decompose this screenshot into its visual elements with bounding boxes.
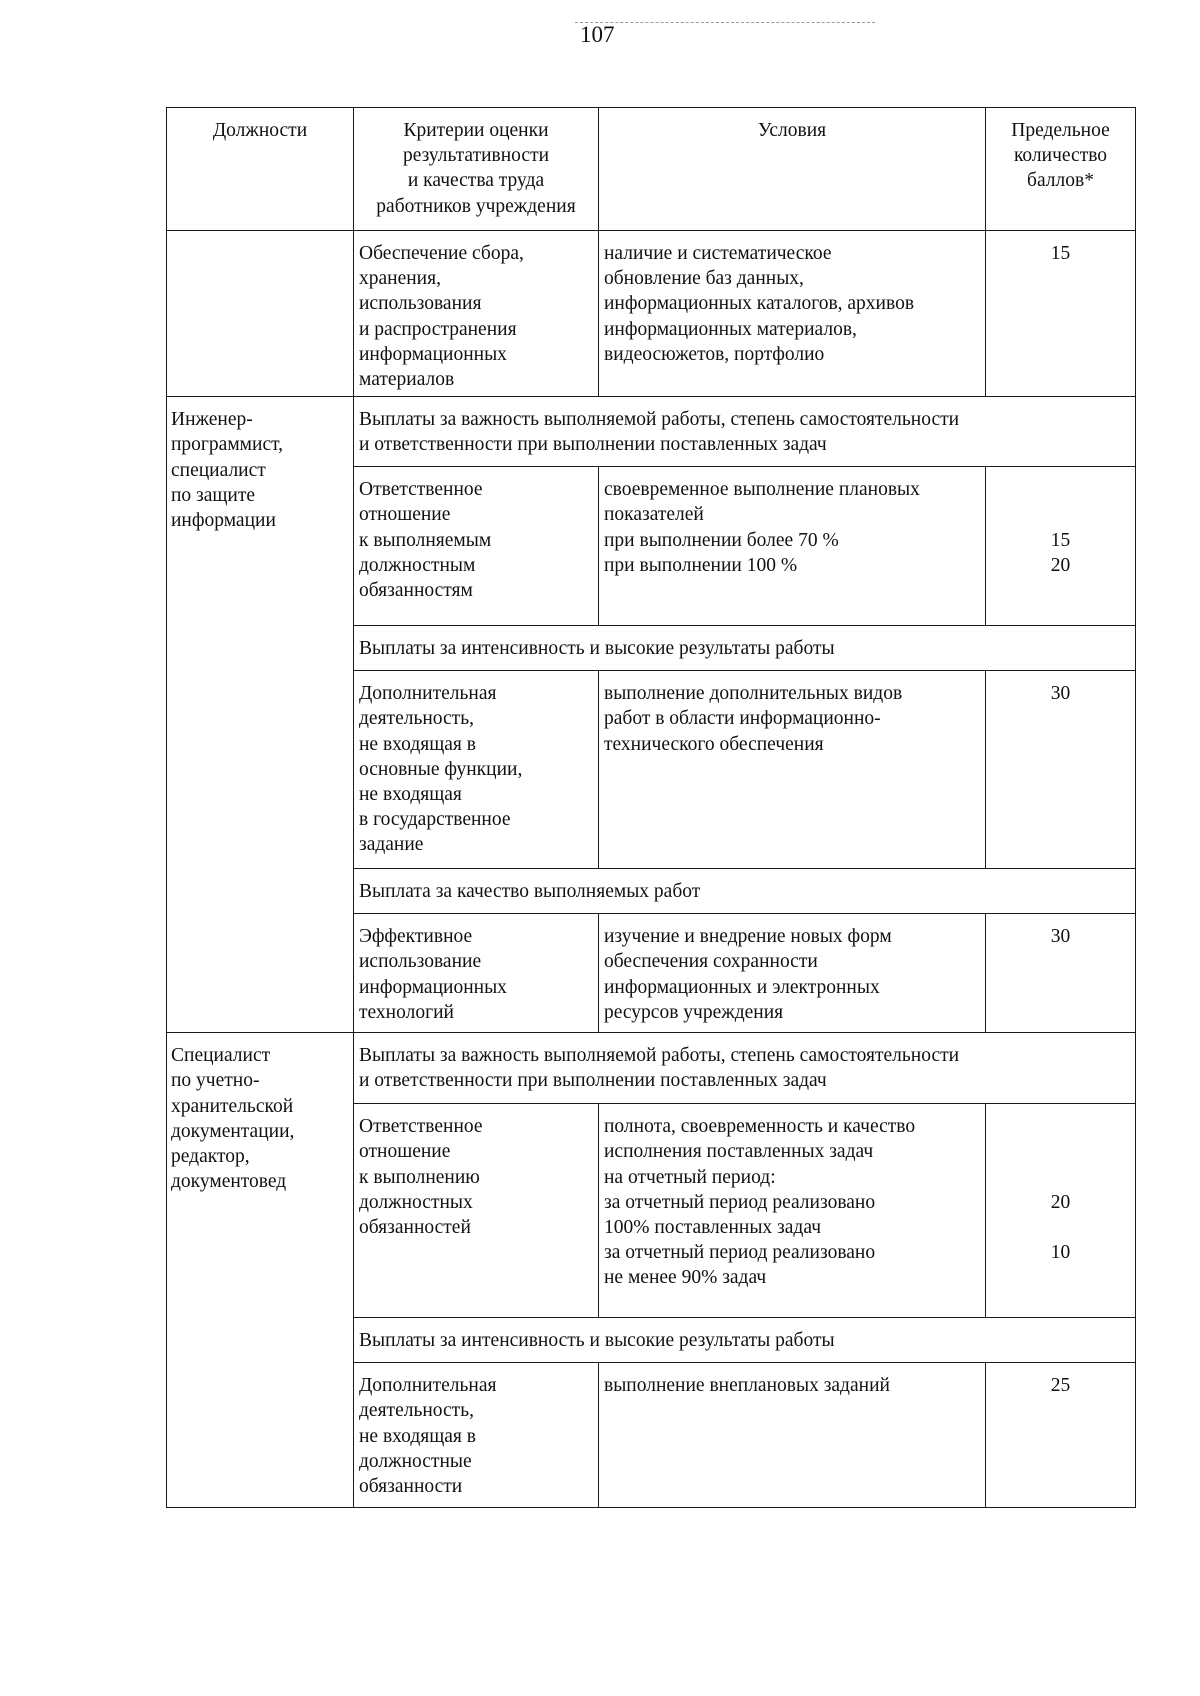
criteria-line: отношение [359, 504, 451, 526]
conditions-line: наличие и систематическое [604, 243, 832, 264]
criteria-cell [354, 467, 599, 626]
position-line: Инженер- [171, 409, 253, 431]
conditions-line: полнота, своевременность и качество [604, 1116, 916, 1138]
position-line: по защите [171, 484, 256, 506]
page-number: 107 [580, 22, 615, 47]
criteria-line: к выполняемым [359, 529, 492, 551]
criteria-line: Дополнительная [359, 1375, 497, 1397]
section-line: Выплаты за важность выполняемой работы, степень самостоятельности [359, 1045, 960, 1067]
criteria-table [166, 107, 1136, 1508]
criteria-line: Эффективное [359, 926, 473, 948]
header-points-line: баллов* [1027, 170, 1094, 192]
header-criteria-line: Критерии оценки [403, 120, 549, 141]
section-intensity-specialist: Выплаты за интенсивность и высокие результаты работы [354, 1318, 1136, 1363]
header-rule [575, 22, 875, 23]
criteria-line: основные функции, [359, 758, 523, 780]
conditions-line: видеосюжетов, портфолио [604, 343, 825, 365]
conditions-line: исполнения поставленных задач [604, 1141, 874, 1163]
section-line: и ответственности при выполнении поставленных задач [359, 1070, 827, 1092]
criteria-line: не входящая в [359, 1425, 476, 1447]
points-value: 15 [1050, 529, 1071, 551]
conditions-cell [599, 1104, 986, 1318]
table-header-row [167, 108, 1136, 231]
conditions-line: 100% поставленных задач [604, 1217, 822, 1239]
points-spacer [991, 1114, 1130, 1139]
conditions-line: за отчетный период реализовано [604, 1191, 876, 1213]
criteria-line: должностным [359, 554, 476, 576]
criteria-table-wrapper [166, 107, 1135, 1508]
criteria-cell [354, 231, 599, 397]
conditions-line: выполнение внеплановых заданий [604, 1375, 890, 1397]
conditions-line: технического обеспечения [604, 733, 824, 755]
points-spacer [991, 502, 1130, 527]
conditions-line: информационных материалов, [604, 318, 857, 340]
criteria-line: использования [359, 293, 482, 315]
points-spacer [991, 1215, 1130, 1240]
criteria-line: деятельность, [359, 708, 474, 730]
criteria-line: материалов [359, 369, 455, 391]
conditions-line: ресурсов учреждения [604, 1001, 784, 1023]
conditions-cell [599, 671, 986, 869]
points-spacer [991, 477, 1130, 502]
points-cell [986, 1104, 1136, 1318]
points-cell: 25 [986, 1363, 1136, 1508]
criteria-line: Дополнительная [359, 683, 497, 705]
points-value: 20 [1050, 1191, 1071, 1213]
conditions-cell [599, 231, 986, 397]
table-row [167, 231, 1136, 397]
conditions-line: за отчетный период реализовано [604, 1242, 876, 1264]
conditions-line: выполнение дополнительных видов [604, 683, 903, 705]
points-cell [986, 467, 1136, 626]
header-positions: Должности [167, 108, 354, 231]
criteria-line: и распространения [359, 318, 517, 340]
position-line: по учетно- [171, 1070, 260, 1092]
conditions-line: информационных и электронных [604, 976, 880, 998]
position-line: информации [171, 510, 276, 532]
conditions-line: не менее 90% задач [604, 1267, 767, 1289]
criteria-line: задание [359, 834, 424, 856]
points-spacer [991, 1139, 1130, 1164]
criteria-line: использование [359, 951, 482, 973]
criteria-line: обязанностям [359, 580, 473, 602]
conditions-line: обеспечения сохранности [604, 951, 818, 973]
conditions-line: при выполнении более 70 % [604, 529, 839, 551]
criteria-line: должностные [359, 1450, 472, 1472]
position-line: документации, [171, 1120, 295, 1142]
criteria-cell [354, 671, 599, 869]
criteria-line: технологий [359, 1001, 454, 1023]
conditions-line: обновление баз данных, [604, 268, 804, 290]
conditions-line: изучение и внедрение новых форм [604, 926, 892, 948]
conditions-cell [599, 914, 986, 1033]
position-line: документовед [171, 1171, 287, 1193]
section-line: и ответственности при выполнении поставленных задач [359, 434, 827, 456]
position-cell-engineer [167, 397, 354, 1033]
header-criteria-line: результативности [402, 145, 550, 167]
header-criteria-line: работников учреждения [376, 195, 576, 217]
criteria-cell [354, 1363, 599, 1508]
section-importance-engineer [354, 397, 1136, 467]
conditions-line: работ в области информационно- [604, 708, 881, 730]
criteria-line: деятельность, [359, 1400, 474, 1422]
points-cell: 30 [986, 671, 1136, 869]
criteria-line: хранения, [359, 268, 441, 290]
criteria-line: Обеспечение сбора, [359, 243, 524, 264]
criteria-line: Ответственное [359, 1116, 483, 1138]
header-points-line: количество [1013, 145, 1108, 167]
position-line: программист, [171, 434, 284, 456]
position-line: хранительской [171, 1095, 294, 1117]
section-line: Выплаты за важность выполняемой работы, степень самостоятельности [359, 409, 960, 431]
points-value: 20 [1050, 554, 1071, 576]
criteria-line: должностных [359, 1191, 473, 1213]
header-criteria [354, 108, 599, 231]
conditions-cell [599, 1363, 986, 1508]
section-row [167, 397, 1136, 467]
header-criteria-line: и качества труда [407, 170, 545, 192]
criteria-line: к выполнению [359, 1166, 480, 1188]
conditions-line: показателей [604, 504, 704, 526]
criteria-line: информационных [359, 976, 507, 998]
criteria-line: обязанности [359, 1476, 463, 1498]
criteria-cell [354, 914, 599, 1033]
conditions-line: при выполнении 100 % [604, 554, 798, 576]
header-points [986, 108, 1136, 231]
criteria-line: не входящая в [359, 733, 476, 755]
criteria-cell [354, 1104, 599, 1318]
section-row [167, 1033, 1136, 1104]
section-intensity-engineer: Выплаты за интенсивность и высокие результаты работы [354, 626, 1136, 671]
criteria-line: обязанностей [359, 1217, 471, 1239]
section-importance-specialist [354, 1033, 1136, 1104]
section-quality-engineer: Выплата за качество выполняемых работ [354, 869, 1136, 914]
criteria-line: в государственное [359, 809, 511, 831]
header-conditions: Условия [599, 108, 986, 231]
criteria-line: информационных [359, 343, 507, 365]
points-cell: 15 [986, 231, 1136, 397]
position-cell-specialist [167, 1033, 354, 1508]
conditions-line: на отчетный период: [604, 1166, 776, 1188]
points-cell: 30 [986, 914, 1136, 1033]
conditions-line: своевременное выполнение плановых [604, 479, 920, 501]
header-points-line: Предельное [1011, 120, 1110, 141]
position-line: Специалист [171, 1045, 271, 1067]
conditions-line: информационных каталогов, архивов [604, 293, 915, 315]
conditions-cell [599, 467, 986, 626]
criteria-line: не входящая [359, 784, 462, 806]
criteria-line: Ответственное [359, 479, 483, 501]
position-cell-empty [167, 231, 354, 397]
criteria-line: отношение [359, 1141, 451, 1163]
points-spacer [991, 1165, 1130, 1190]
position-line: редактор, [171, 1146, 250, 1168]
position-line: специалист [171, 459, 266, 481]
points-value: 10 [1050, 1242, 1071, 1264]
